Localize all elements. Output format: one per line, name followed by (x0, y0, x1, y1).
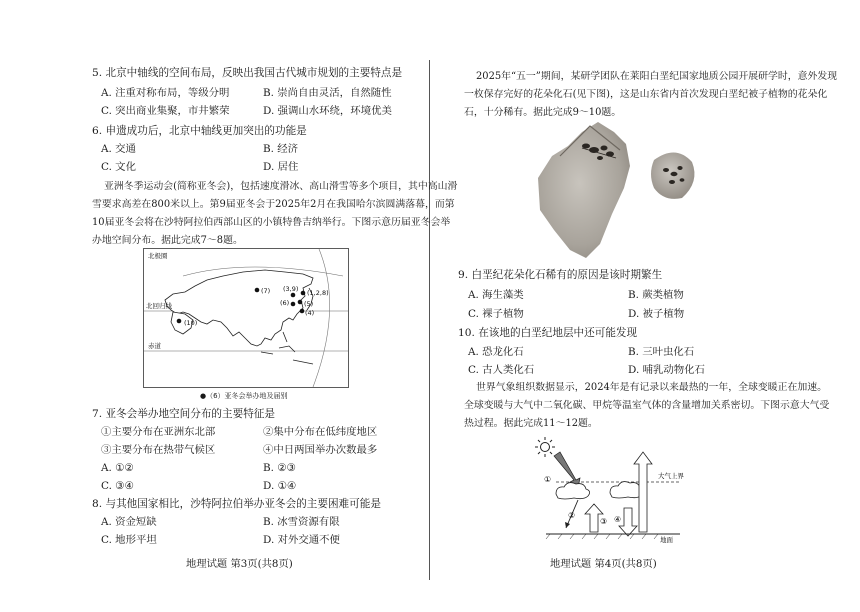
q6-option-d: D. 居住 (263, 161, 299, 173)
atmospheric-counter-radiation-arrow (619, 508, 637, 536)
intro-7-8-line-3: 10届亚冬会将在沙特阿拉伯西部山区的小镇特鲁吉纳举行。下图示意历届亚冬会举 (92, 217, 451, 228)
intro-11-12-line-2: 全球变暖与大气中二氧化碳、甲烷等温室气体的含量增加关系密切。下图示意大气受 (464, 400, 830, 411)
map-label-3-9: (3,9) (283, 285, 299, 293)
q9-option-a: A. 海生藻类 (468, 289, 524, 301)
flower-fossil-photo (530, 118, 730, 263)
intro-9-10-line-2: 一枚保存完好的花朵化石(见下图)，这是山东省内首次发现白垩纪被子植物的花朵化 (464, 89, 828, 100)
cloud-right (610, 482, 644, 498)
q5-option-c: C. 突出商业集聚，市井繁荣 (101, 105, 230, 117)
equator-label: 赤道 (148, 342, 161, 350)
q7-option-d: D. ①④ (263, 480, 297, 492)
map-label-6: (6) (280, 299, 290, 307)
question-8-stem: 8. 与其他国家相比，沙特阿拉伯举办亚冬会的主要困难可能是 (92, 498, 381, 510)
site-point-6 (291, 302, 296, 307)
map-label-4: (4) (305, 309, 315, 317)
ground-label: 地面 (660, 536, 673, 544)
q10-option-d: D. 哺乳动物化石 (628, 364, 705, 376)
tropic-of-cancer-label: 北回归线 (146, 302, 172, 310)
question-5-stem: 5. 北京中轴线的空间布局，反映出我国古代城市规划的主要特点是 (92, 67, 403, 79)
asian-winter-games-map (143, 248, 349, 388)
fossil-rock-large (538, 122, 630, 258)
q9-option-b: B. 蕨类植物 (628, 289, 684, 301)
diagram-mark-4: ④ (614, 515, 622, 524)
q7-option-b: B. ②③ (263, 462, 296, 474)
map-label-1-2-8: (1,2,8) (307, 289, 329, 297)
right-page (430, 0, 860, 612)
q9-option-d: D. 被子植物 (628, 308, 685, 320)
atmosphere-top-label: 大气上界 (658, 472, 684, 480)
q7-statement-2: ②集中分布在低纬度地区 (263, 426, 378, 438)
map-label-10: (10) (184, 319, 198, 327)
q7-statement-1: ①主要分布在亚洲东北部 (101, 426, 216, 438)
site-point-3-9 (291, 293, 296, 298)
q7-option-a: A. ①② (101, 462, 134, 474)
q6-option-a: A. 交通 (101, 143, 136, 155)
left-page-footer: 地理试题 第3页(共8页) (186, 558, 293, 570)
q7-statement-4: ④中日两国举办次数最多 (263, 444, 378, 456)
q8-option-a: A. 资金短缺 (101, 516, 157, 528)
intro-7-8-line-2: 雪要求高差在800米以上。第9届亚冬会于2025年2月在我国哈尔滨圆满落幕，而第 (92, 199, 455, 210)
q8-option-c: C. 地形平坦 (101, 534, 157, 546)
site-point-4 (300, 309, 305, 314)
question-6-stem: 6. 申遗成功后，北京中轴线更加突出的功能是 (92, 125, 307, 137)
intro-11-12-line-1: 世界气象组织数据显示，2024年是有记录以来最热的一年，全球变暖正在加速。 (476, 382, 828, 393)
q5-option-d: D. 强调山水环绕，环境优美 (263, 105, 392, 117)
q10-option-c: C. 古人类化石 (468, 364, 535, 376)
cloud-left (556, 483, 590, 499)
q10-option-a: A. 恐龙化石 (468, 346, 524, 358)
q5-option-a: A. 注重对称布局，等级分明 (101, 87, 230, 99)
q5-option-b: B. 崇尚自由灵活，自然随性 (263, 87, 392, 99)
map-caption: ●（6）亚冬会举办地及届别 (200, 392, 288, 400)
intro-11-12-line-3: 热过程。据此完成11～12题。 (464, 418, 598, 429)
question-7-stem: 7. 亚冬会举办地空间分布的主要特征是 (92, 408, 275, 420)
diagram-mark-1: ① (544, 475, 552, 484)
q6-option-c: C. 文化 (101, 161, 136, 173)
q7-option-c: C. ③④ (101, 480, 134, 492)
question-9-stem: 9. 白垩纪花朵化石稀有的原因是该时期繁生 (458, 269, 663, 281)
ground-hatching (546, 534, 658, 539)
q8-option-d: D. 对外交通不便 (263, 534, 340, 546)
atmospheric-heating-diagram (530, 436, 700, 546)
map-label-7: (7) (261, 287, 271, 295)
diagram-mark-3: ③ (600, 517, 608, 526)
question-10-stem: 10. 在该地的白垩纪地层中还可能发现 (458, 327, 638, 339)
right-page-footer: 地理试题 第4页(共8页) (550, 558, 657, 570)
q9-option-c: C. 裸子植物 (468, 308, 524, 320)
radiation-arrowhead (565, 522, 570, 528)
sun-icon (535, 437, 555, 457)
diagram-mark-2: ② (568, 511, 576, 520)
solar-radiation-arrow (554, 452, 580, 488)
q7-statement-3: ③主要分布在热带气候区 (101, 444, 216, 456)
q8-option-b: B. 冰雪资源有限 (263, 516, 340, 528)
intro-7-8-line-1: 亚洲冬季运动会(简称亚冬会)，包括速度滑冰、高山滑雪等多个项目，其中高山滑 (104, 181, 458, 192)
arctic-circle-label: 北极圈 (148, 252, 168, 260)
site-point-7 (255, 288, 260, 293)
site-point-10 (177, 319, 182, 324)
intro-9-10-line-3: 石，十分稀有。据此完成9～10题。 (464, 107, 622, 118)
site-point-1-2-8 (301, 291, 306, 296)
intro-7-8-line-4: 办地空间分布。据此完成7～8题。 (92, 235, 243, 246)
site-point-5 (298, 300, 303, 305)
q6-option-b: B. 经济 (263, 143, 299, 155)
q10-option-b: B. 三叶虫化石 (628, 346, 695, 358)
map-label-5: (5) (304, 300, 314, 308)
intro-9-10-line-1: 2025年“五一”期间，某研学团队在莱阳白垩纪国家地质公园开展研学时，意外发现 (476, 71, 838, 82)
